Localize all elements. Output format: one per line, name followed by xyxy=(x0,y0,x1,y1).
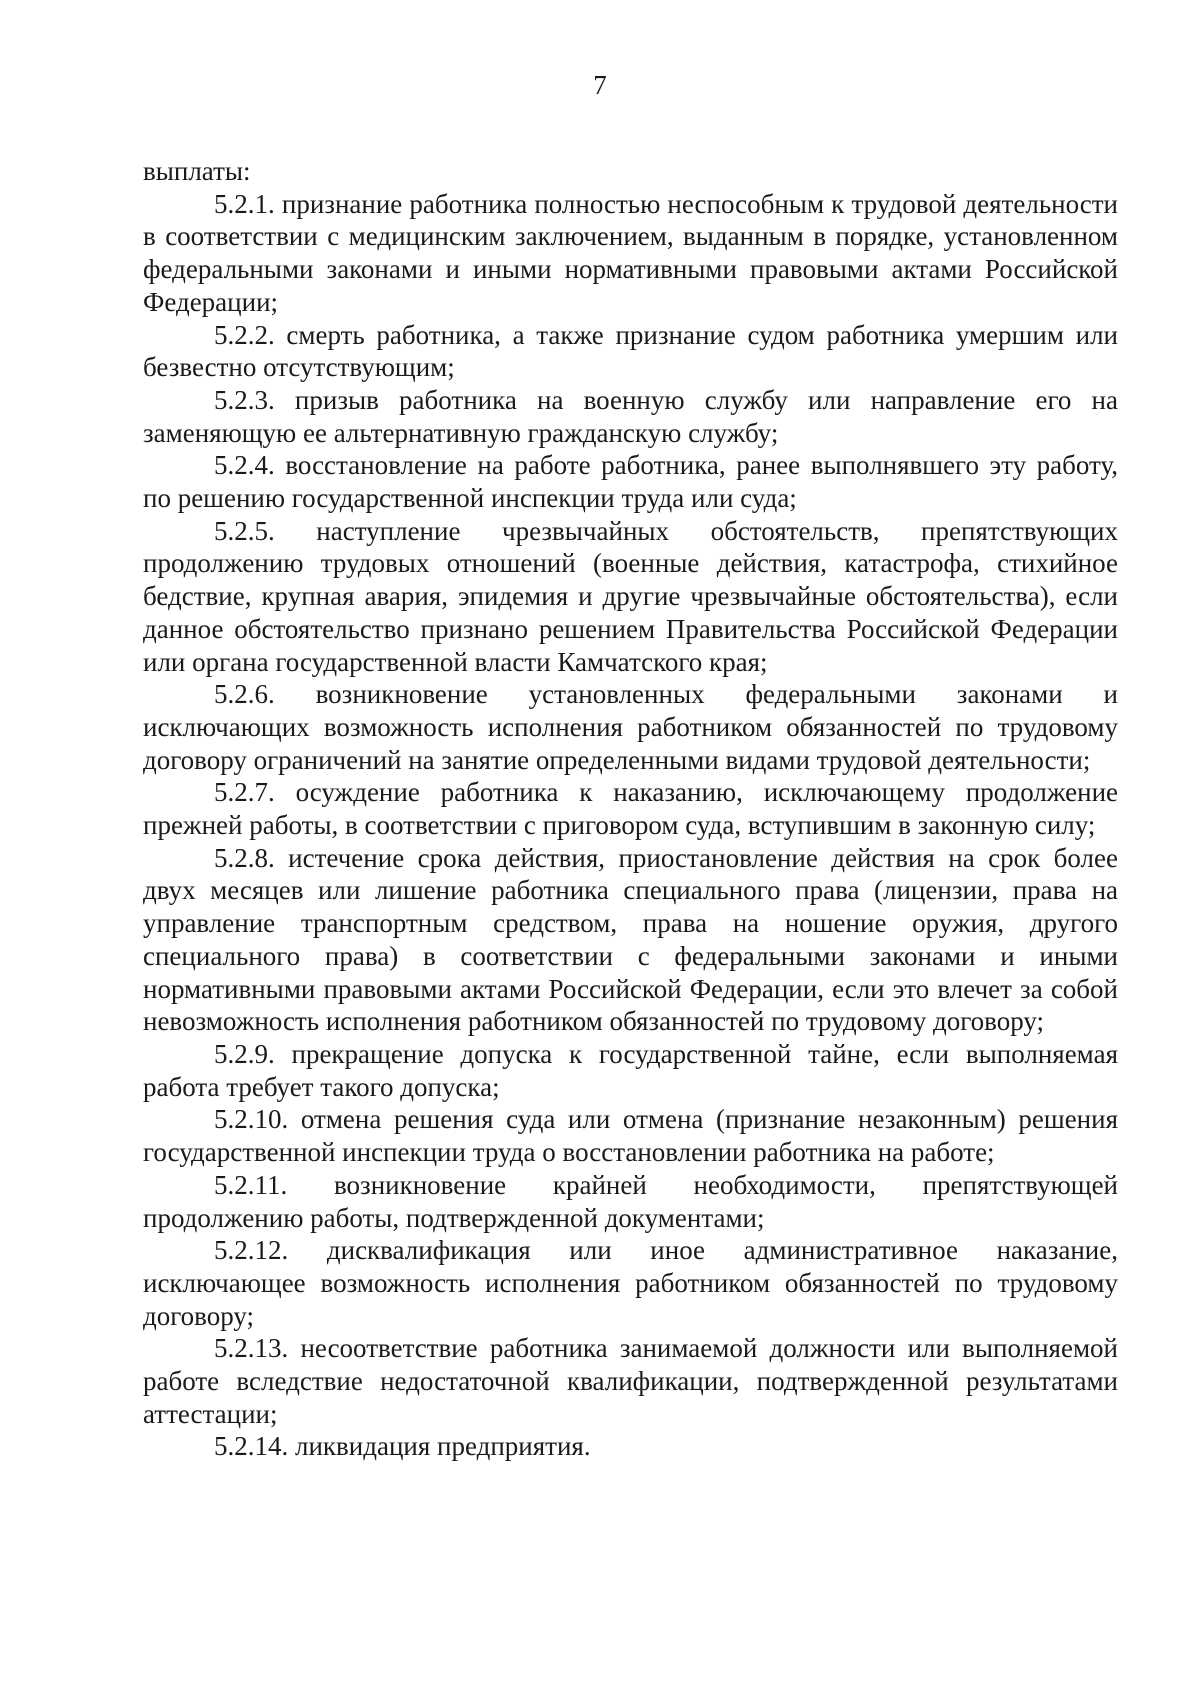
clause-5-2-13: 5.2.13. несоответствие работника занимаемой должности или выполняемой работе вследствие недостаточной квалификации, подтвержденной результатами аттестации; xyxy=(143,1333,1118,1429)
clause-5-2-6: 5.2.6. возникновение установленных федеральными законами и исключающих возможность исполнения работником обязанностей по трудовому договору ограничений на занятие определенными видами трудовой деятельности; xyxy=(143,679,1118,775)
document-body xyxy=(143,155,1118,1463)
clause-5-2-14: 5.2.14. ликвидация предприятия. xyxy=(214,1431,591,1462)
clause-5-2-11: 5.2.11. возникновение крайней необходимости, препятствующей продолжению работы, подтвержденной документами; xyxy=(143,1169,1118,1233)
clause-5-2-9: 5.2.9. прекращение допуска к государственной тайне, если выполняемая работа требует такого допуска; xyxy=(143,1038,1118,1102)
clause-5-2-5: 5.2.5. наступление чрезвычайных обстоятельств, препятствующих продолжению трудовых отношений (военные действия, катастрофа, стихийное бедствие, крупная авария, эпидемия и другие чрезвычайные обстоятельства), если данное обстоятельство признано решением Правительства Российской Федерации или органа государственной власти Камчатского края; xyxy=(143,515,1118,677)
clause-5-2-1: 5.2.1. признание работника полностью неспособным к трудовой деятельности в соответствии с медицинским заключением, выданным в порядке, установленном федеральными законами и иными нормативными правовыми актами Российской Федерации; xyxy=(143,188,1118,317)
clause-5-2-7: 5.2.7. осуждение работника к наказанию, исключающему продолжение прежней работы, в соответствии с приговором суда, вступившим в законную силу; xyxy=(143,777,1118,841)
clause-5-2-4: 5.2.4. восстановление на работе работника, ранее выполнявшего эту работу, по решению государственной инспекции труда или суда; xyxy=(143,450,1118,514)
clause-5-2-12: 5.2.12. дисквалификация или иное административное наказание, исключающее возможность исполнения работником обязанностей по трудовому договору; xyxy=(143,1235,1118,1331)
clause-5-2-3: 5.2.3. призыв работника на военную службу или направление его на заменяющую ее альтернативную гражданскую службу; xyxy=(143,384,1118,448)
clause-5-2-8: 5.2.8. истечение срока действия, приостановление действия на срок более двух месяцев или лишение работника специального права (лицензии, права на управление транспортным средством, права на ношение оружия, другого специального права) в соответствии с федеральными законами и иными нормативными правовыми актами Российской Федерации, если это влечет за собой невозможность исполнения работником обязанностей по трудовому договору; xyxy=(143,842,1118,1037)
paragraph-continuation: выплаты: xyxy=(143,156,251,186)
clause-5-2-10: 5.2.10. отмена решения суда или отмена (признание незаконным) решения государственной инспекции труда о восстановлении работника на работе; xyxy=(143,1104,1118,1168)
clause-5-2-2: 5.2.2. смерть работника, а также признание судом работника умершим или безвестно отсутствующим; xyxy=(143,319,1118,383)
page-number: 7 xyxy=(593,70,607,100)
